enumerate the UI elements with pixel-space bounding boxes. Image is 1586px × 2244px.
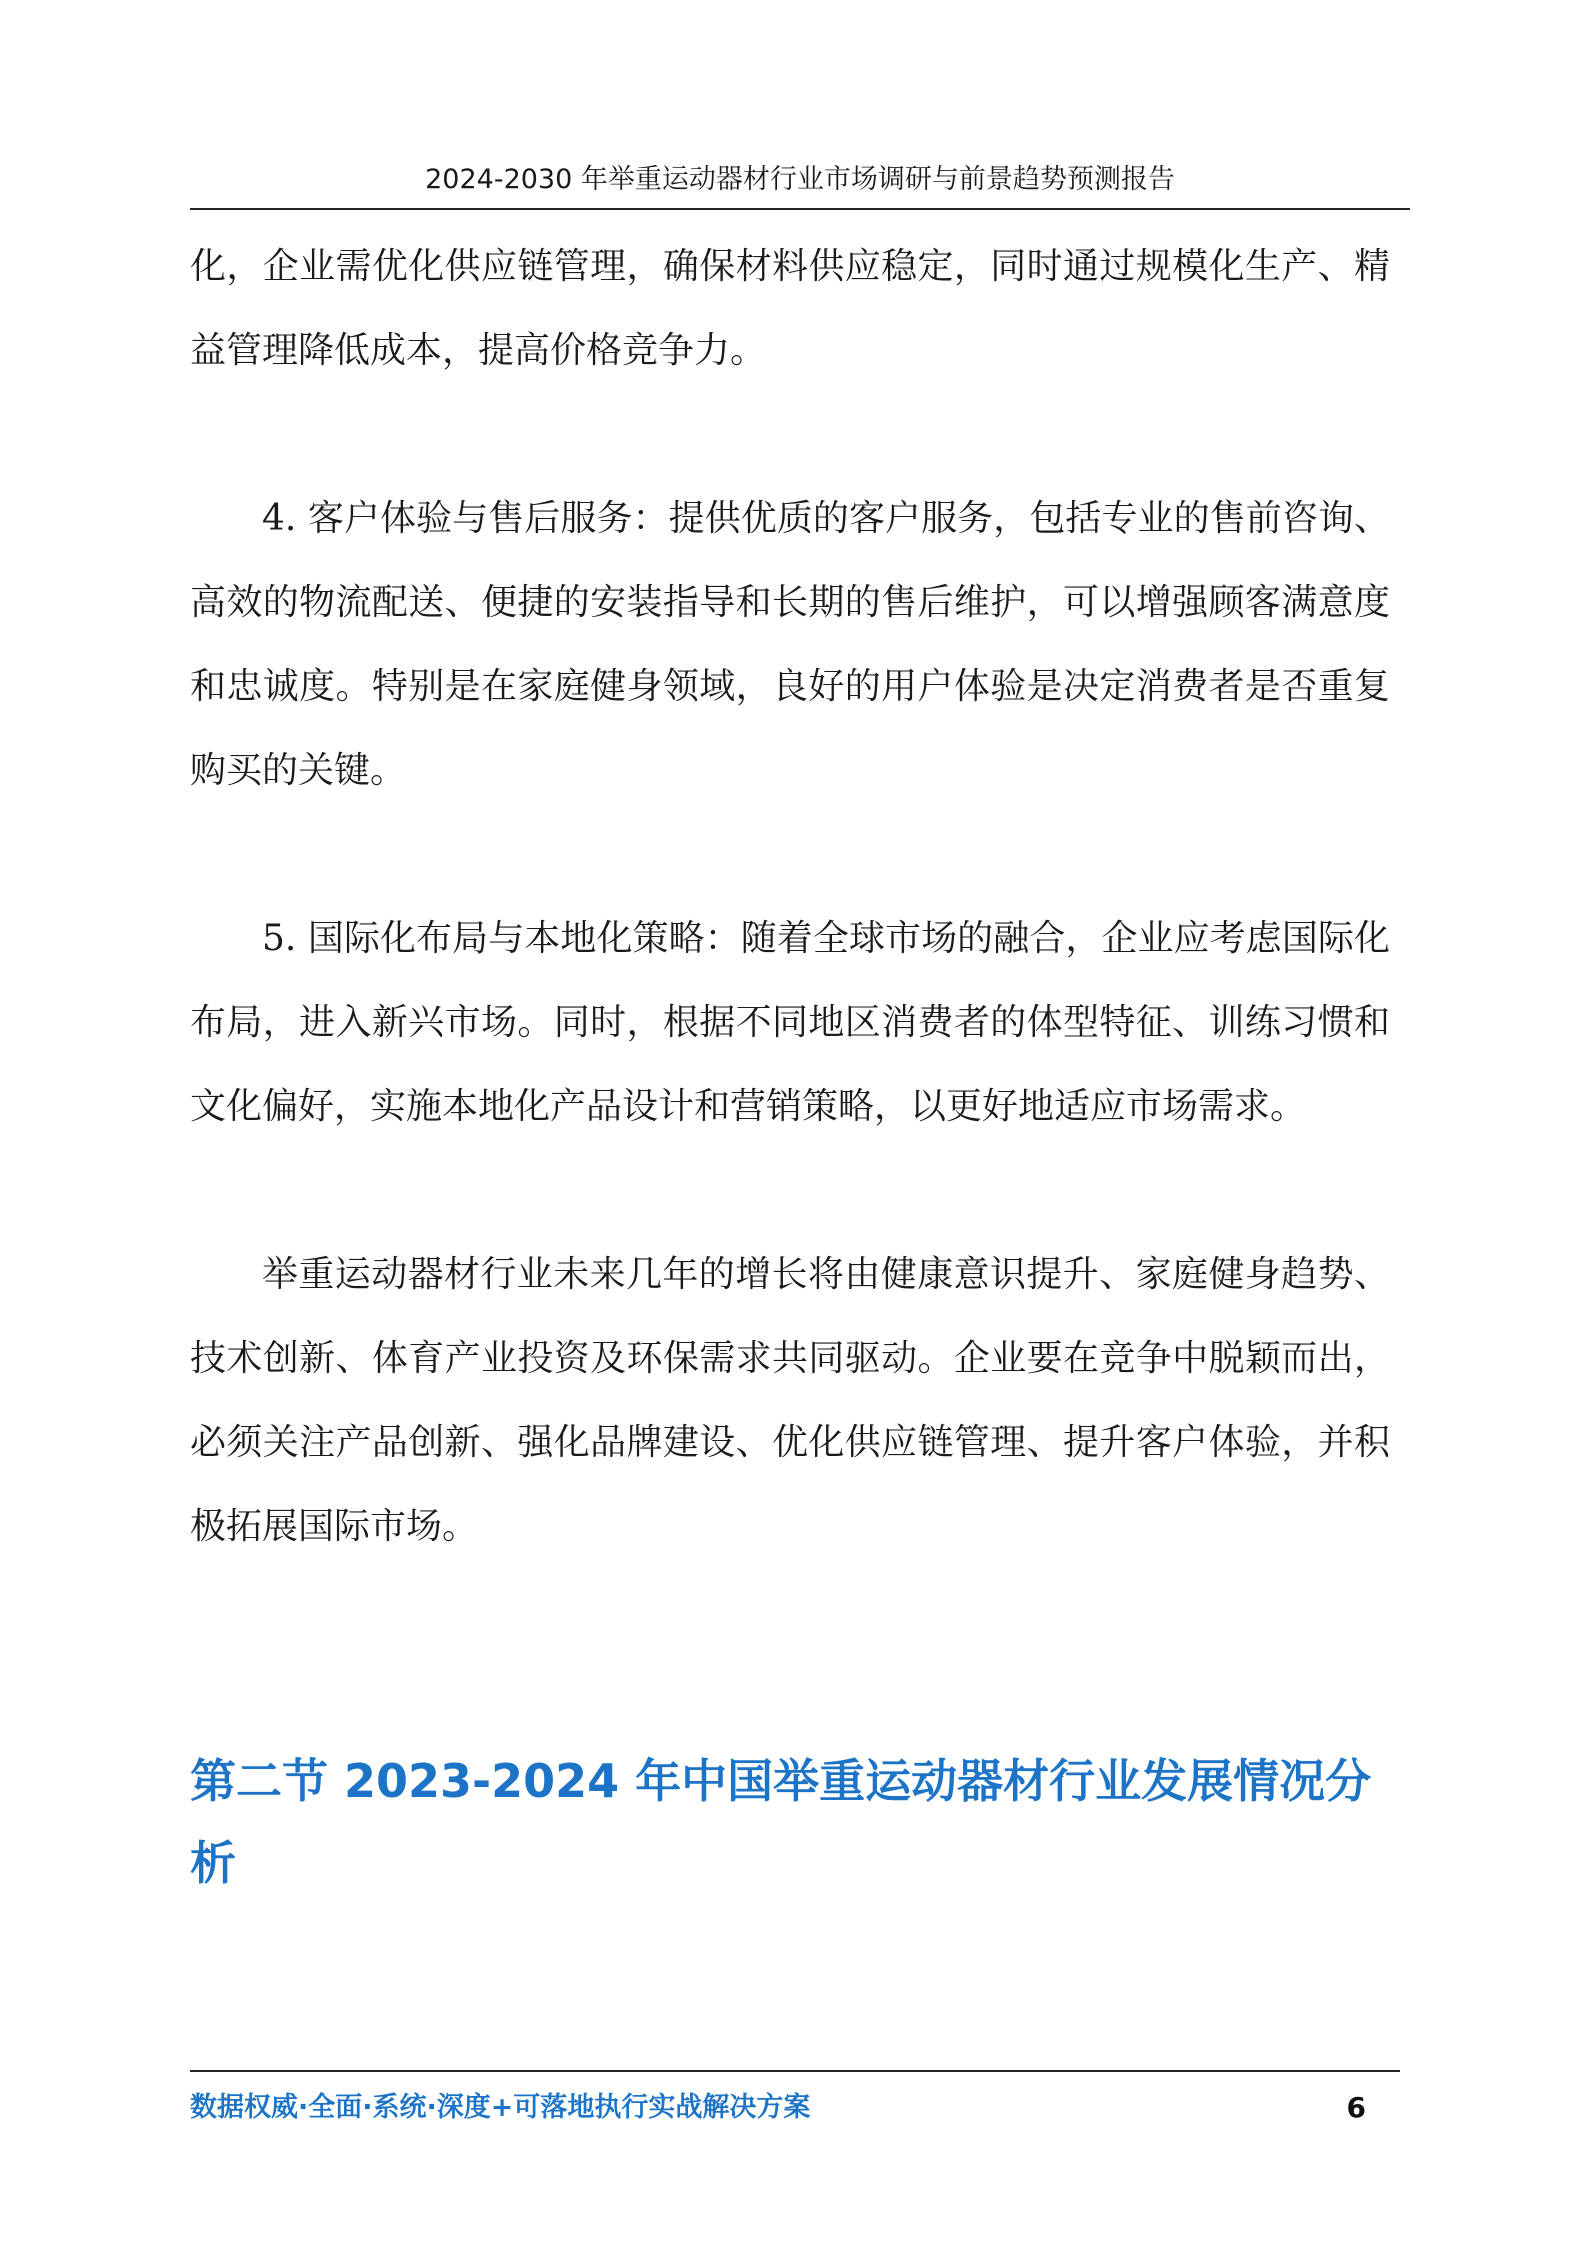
page-number: 6 xyxy=(1346,2091,1366,2124)
paragraph-gap xyxy=(190,813,1390,897)
footer-divider xyxy=(190,2070,1400,2072)
footer-slogan: 数据权威·全面·系统·深度+可落地执行实战解决方案 xyxy=(190,2092,811,2123)
paragraph-item-5: 5. 国际化布局与本地化策略：随着全球市场的融合，企业应考虑国际化布局，进入新兴市场。同时，根据不同地区消费者的体型特征、训练习惯和文化偏好，实施本地化产品设计和营销策略，以更好地适应市场需求。 xyxy=(190,918,1390,1127)
paragraph-gap xyxy=(190,393,1390,477)
paragraph-gap xyxy=(190,1149,1390,1233)
section-heading: 第二节 2023-2024 年中国举重运动器材行业发展情况分析 xyxy=(190,1754,1372,1890)
paragraph-continued: 化，企业需优化供应链管理，确保材料供应稳定，同时通过规模化生产、精益管理降低成本，提高价格竞争力。 xyxy=(190,246,1390,371)
page-header-title: 2024-2030 年举重运动器材行业市场调研与前景趋势预测报告 xyxy=(425,164,1175,195)
paragraph-summary: 举重运动器材行业未来几年的增长将由健康意识提升、家庭健身趋势、技术创新、体育产业投资及环保需求共同驱动。企业要在竞争中脱颖而出，必须关注产品创新、强化品牌建设、优化供应链管理、提升客户体验，并积极拓展国际市场。 xyxy=(190,1254,1390,1547)
header-divider xyxy=(190,208,1410,210)
main-content xyxy=(190,225,1390,1569)
paragraph-item-4: 4. 客户体验与售后服务：提供优质的客户服务，包括专业的售前咨询、高效的物流配送、便捷的安装指导和长期的售后维护，可以增强顾客满意度和忠诚度。特别是在家庭健身领域，良好的用户体验是决定消费者是否重复购买的关键。 xyxy=(190,498,1390,791)
